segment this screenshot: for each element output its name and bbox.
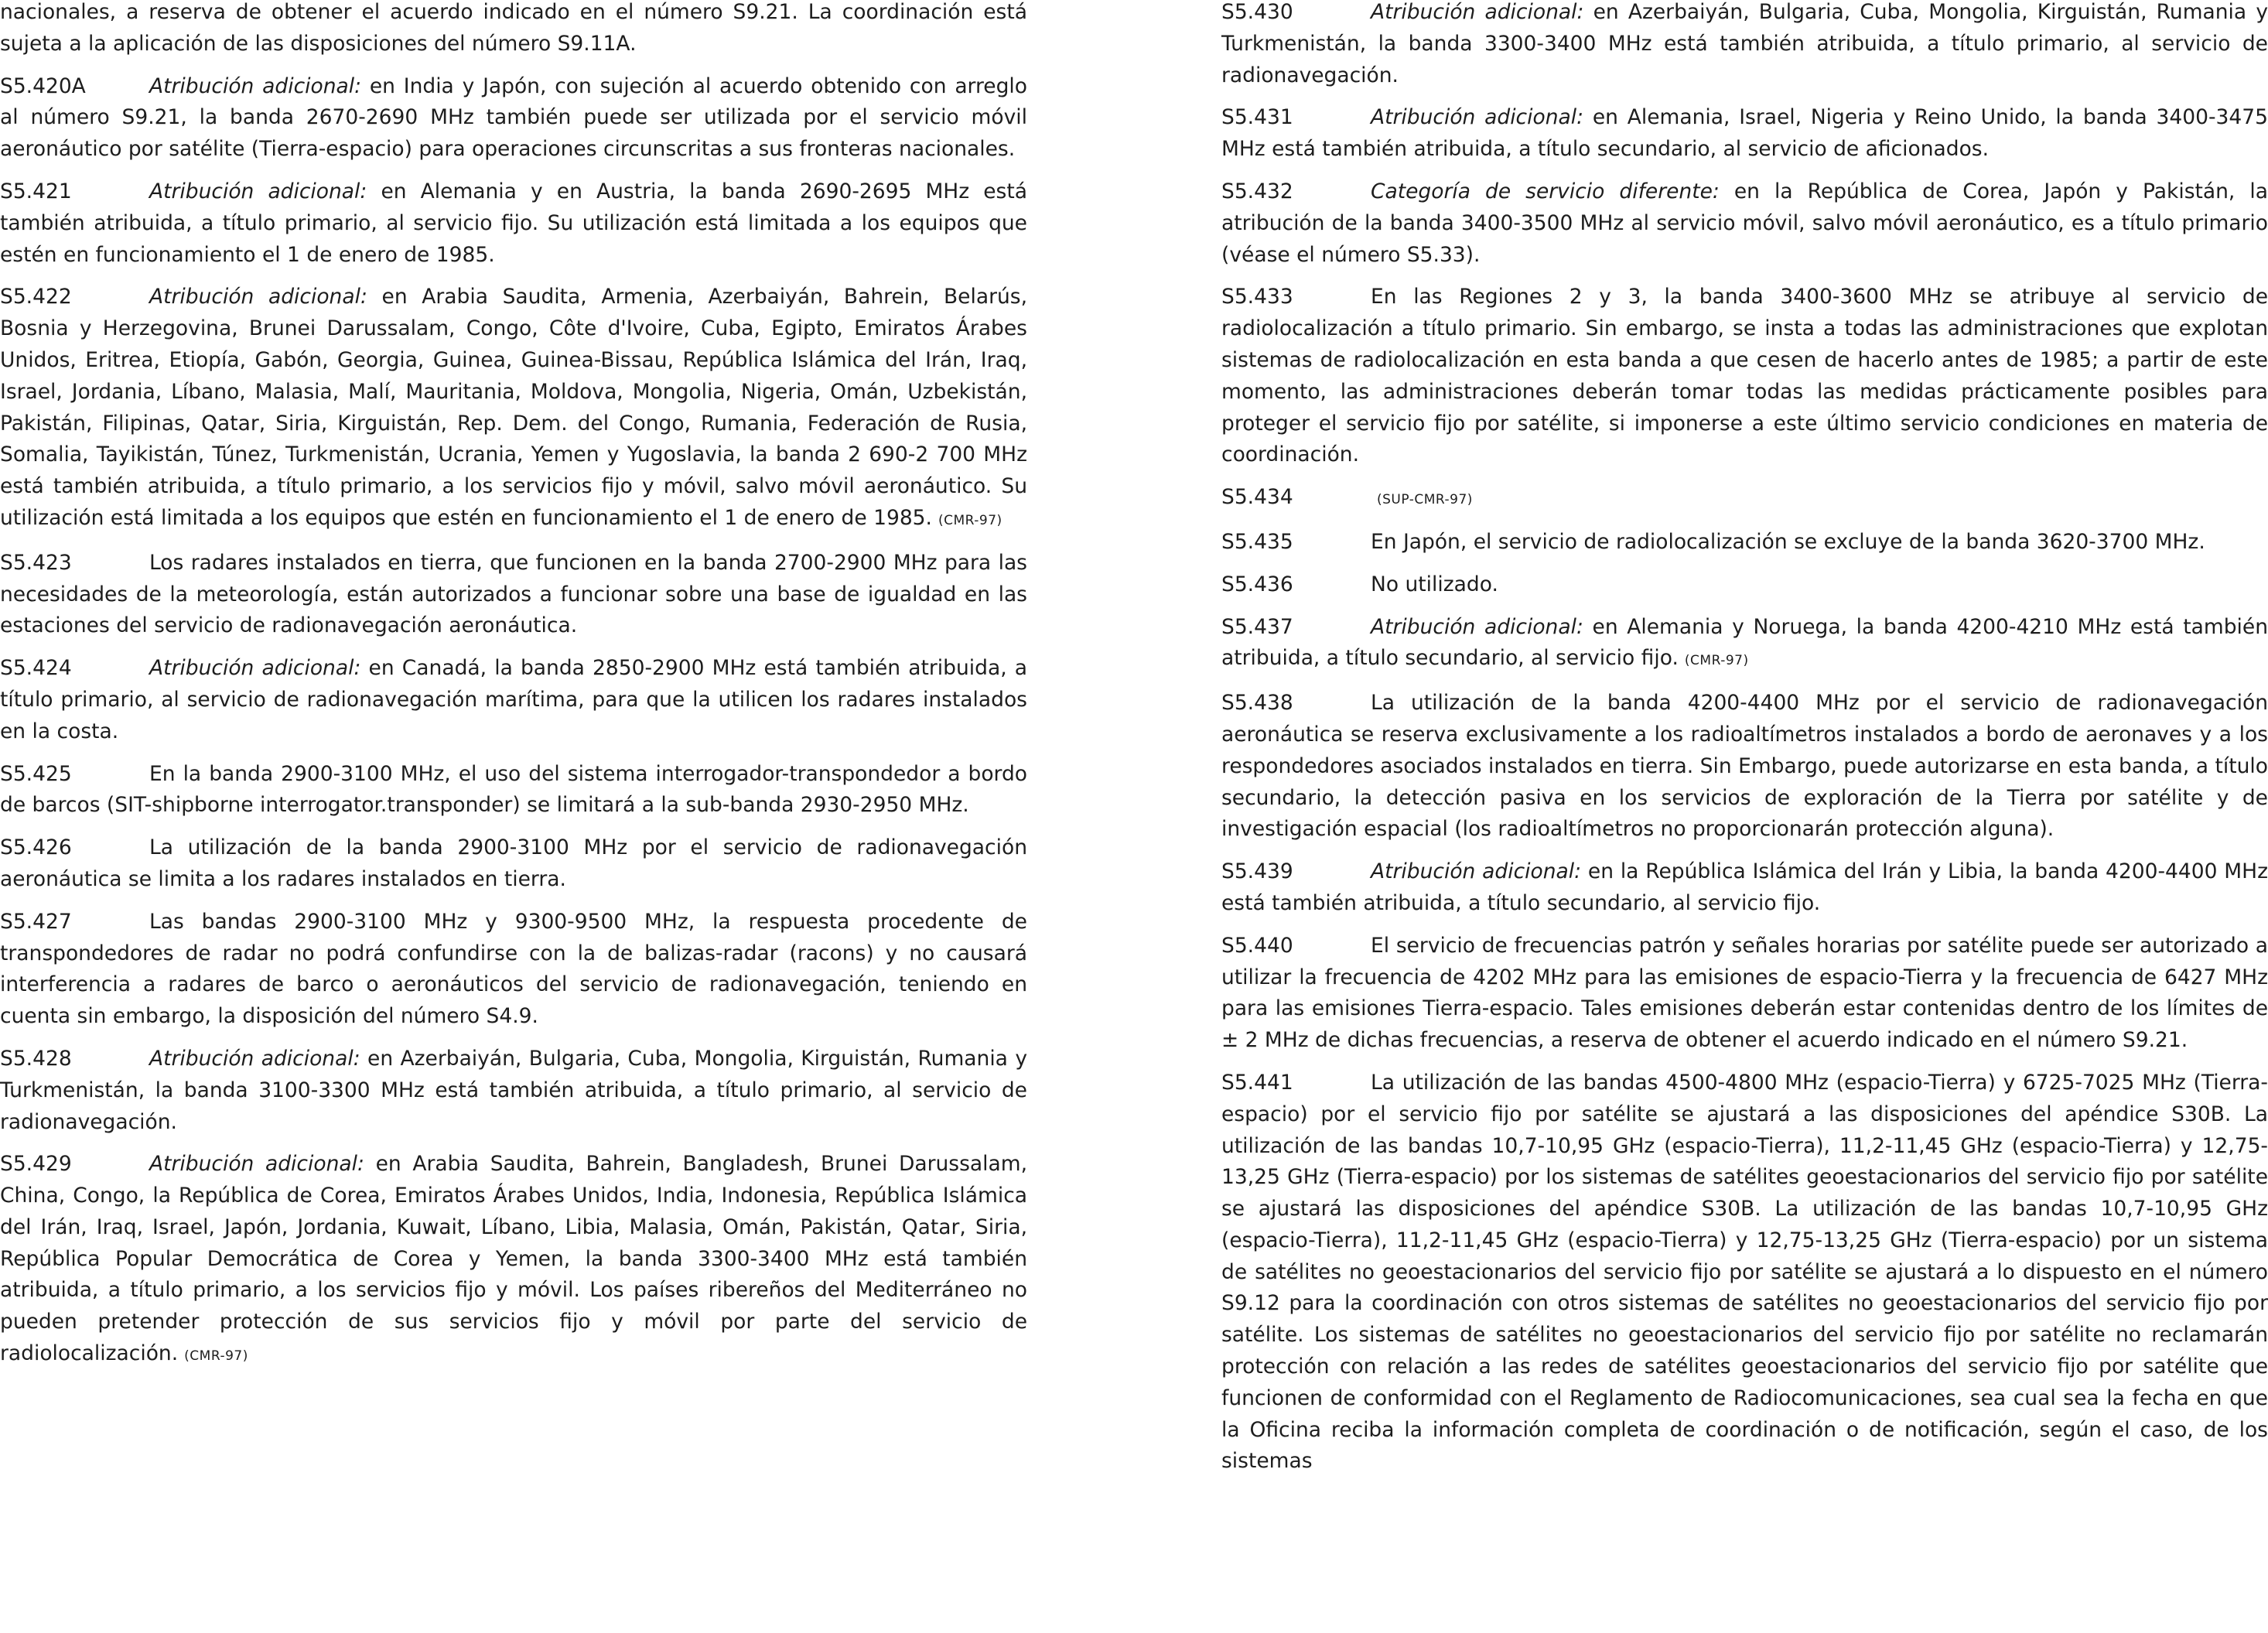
provision-text: En las Regiones 2 y 3, la banda 3400-3600 MHz se atribuye al servicio de radiolocalización a título primario. Sin embargo, se insta a todas las administraciones que explotan sistemas de radiolocalización en esta banda a que cesen de hacerlo antes de 1985; a partir de este momento, las administraciones deberán tomar todas las medidas prácticamente posibles para proteger el servicio fijo por satélite, si imponerse a este último servicio condiciones en materia de coordinación. [1221,285,2268,467]
provision-keyword: Atribución adicional: [149,73,362,98]
provision-paragraph [1221,688,2268,846]
provision-paragraph [1221,176,2268,271]
provision-text: en la República Islámica del Irán y Libia, la banda 4200-4400 MHz está también atribuida, a título secundario, al servicio fijo. [1221,859,2268,915]
provision-text: La utilización de las bandas 4500-4800 MHz (espacio-Tierra) y 6725-7025 MHz (Tierra-espacio) por el servicio fijo por satélite se ajustará a las disposiciones del apéndice S30B. La utilización de las bandas 10,7-10,95 GHz (espacio-Tierra), 11,2-11,45 GHz (espacio-Tierra) y 12,75-13,25 GHz (Tierra-espacio) por los sistemas de satélites geoestacionarios del servicio fijo por satélite se ajustará las disposiciones del apéndice S30B. La utilización de las bandas 10,7-10,95 GHz (espacio-Tierra), 11,2-11,45 GHz (espacio-Tierra) y 12,75-13,25 GHz (Tierra-espacio) por un sistema de satélites no geoestacionarios del servicio fijo por satélite se ajustará a lo dispuesto en el número S9.12 para la coordinación con otros sistemas de satélites no geoestacionarios del servicio fijo por satélite. Los sistemas de satélites no geoestacionarios del servicio fijo por satélite no reclamarán protección con relación a las redes de satélites geoestacionarios del servicio fijo por satélite que funcionen de conformidad con el Reglamento de Radiocomunicaciones, sea cual sea la fecha en que la Oficina reciba la información completa de coordinación o de notificación, según el caso, de los sistemas [1221,1070,2268,1474]
provision-keyword: Categoría de servicio diferente: [1371,179,1720,203]
provision-number: S5.429 [0,1152,72,1177]
provision-number: S5.423 [0,550,72,575]
provision-keyword: Atribución adicional: [149,1152,364,1177]
provision-paragraph [1221,569,2268,601]
provision-paragraph [1221,482,2268,516]
provision-note: (CMR-97) [938,512,1002,528]
provision-paragraph [1221,931,2268,1057]
provision-keyword: Atribución adicional: [149,1046,360,1071]
provision-text: en Arabia Saudita, Armenia, Azerbaiyán, Bahrein, Belarús, Bosnia y Herzegovina, Brunei Darussalam, Congo, Côte d'Ivoire, Cuba, Egipto, Emiratos Árabes Unidos, Eritrea, Etiopía, Gabón, Georgia, Guinea, Guinea-Bissau, República Islámica del Irán, Iraq, Israel, Jordania, Líbano, Malasia, Malí, Mauritania, Moldova, Mongolia, Nigeria, Omán, Uzbekistán, Pakistán, Filipinas, Qatar, Siria, Kirguistán, Rep. Dem. del Congo, Rumania, Federación de Rusia, Somalia, Tayikistán, Túnez, Turkmenistán, Ucrania, Yemen y Yugoslavia, la banda 2 690-2 700 MHz está también atribuida, a título primario, a los servicios fijo y móvil, salvo móvil aeronáutico. Su utilización está limitada a los equipos que estén en funcionamiento el 1 de enero de 1985. [0,285,1027,530]
provision-keyword: Atribución adicional: [149,179,367,203]
provision-text: El servicio de frecuencias patrón y señales horarias por satélite puede ser autorizado a utilizar la frecuencia de 4202 MHz para las emisiones de espacio-Tierra y la frecuencia de 6427 MHz para las emisiones Tierra-espacio. Tales emisiones deberán estar contenidas dentro de los límites de ± 2 MHz de dichas frecuencias, a reserva de obtener el acuerdo indicado en el número S9.21. [1221,933,2268,1053]
provision-paragraph [0,907,1027,1033]
provision-text: en Azerbaiyán, Bulgaria, Cuba, Mongolia, Kirguistán, Rumania y Turkmenistán, la banda 3100-3300 MHz está también atribuida, a título primario, al servicio de radionavegación. [0,1046,1027,1134]
provision-number: S5.422 [0,285,72,309]
provision-text: en Arabia Saudita, Bahrein, Bangladesh, Brunei Darussalam, China, Congo, la República de Corea, Emiratos Árabes Unidos, India, Indonesia, República Islámica del Irán, Iraq, Israel, Japón, Jordania, Kuwait, Líbano, Libia, Malasia, Omán, Pakistán, Qatar, Siria, República Popular Democrática de Corea y Yemen, la banda 3300-3400 MHz está también atribuida, a título primario, a los servicios fijo y móvil. Los países ribereños del Mediterráneo no pueden pretender protección de sus servicios fijo y móvil por parte del servicio de radiolocalización. [0,1152,1028,1366]
provision-text: No utilizado. [1371,572,1498,596]
provision-text: en Alemania y Noruega, la banda 4200-4210 MHz está también atribuida, a título secundario, al servicio fijo. [1221,614,2268,671]
provision-number: S5.420A [0,73,86,98]
provision-number: S5.436 [1221,572,1293,596]
provision-paragraph [1221,282,2268,471]
provision-keyword: Atribución adicional: [1371,105,1584,130]
provision-number: S5.441 [1221,1070,1293,1095]
provision-number: S5.427 [0,909,72,934]
provision-text: en Canadá, la banda 2850-2900 MHz está también atribuida, a título primario, al servicio de radionavegación marítima, para que la utilicen los radares instalados en la costa. [0,656,1028,743]
provision-number: S5.439 [1221,859,1293,884]
provision-note: (CMR-97) [184,1348,248,1365]
provision-text: Las bandas 2900-3100 MHz y 9300-9500 MHz, la respuesta procedente de transpondedores de radar no podrá confundirse con la de balizas-radar (racons) y no causará interferencia a radares de barco o aeronáuticos del servicio de radionavegación, teniendo en cuenta sin embargo, la disposición del número S4.9. [0,909,1027,1029]
provision-note: (CMR-97) [1684,653,1749,669]
provision-text: La utilización de la banda 2900-3100 MHz por el servicio de radionavegación aeronáutica se limita a los radares instalados en tierra. [0,835,1027,891]
provision-paragraph [0,548,1027,642]
provision-paragraph [1221,1068,2268,1478]
provision-paragraph [0,0,1027,60]
provision-text: en Azerbaiyán, Bulgaria, Cuba, Mongolia, Kirguistán, Rumania y Turkmenistán, la banda 3300-3400 MHz está también atribuida, a título primario, al servicio de radionavegación. [1221,0,2268,87]
provision-number: S5.430 [1221,0,1293,24]
provision-text: en Alemania, Israel, Nigeria y Reino Unido, la banda 3400-3475 MHz está también atribuida, a título secundario, al servicio de aficionados. [1221,105,2268,162]
provision-paragraph [1221,612,2268,678]
provision-paragraph [0,1044,1027,1138]
provision-paragraph [0,176,1027,271]
provision-paragraph [0,1149,1027,1372]
provision-text: La utilización de la banda 4200-4400 MHz por el servicio de radionavegación aeronáutica se reserva exclusivamente a los radioaltímetros instalados a bordo de aeronaves y a los respondedores asociados instalados en tierra. Sin Embargo, puede autorizarse en esta banda, a título secundario, la detección pasiva en los servicios de exploración de la Tierra por satélite y de investigación espacial (los radioaltímetros no proporcionarán protección alguna). [1221,691,2268,842]
provision-text: en la República de Corea, Japón y Pakistán, la atribución de la banda 3400-3500 MHz al servicio móvil, salvo móvil aeronáutico, es a título primario (véase el número S5.33). [1221,179,2268,267]
provision-text: En la banda 2900-3100 MHz, el uso del sistema interrogador-transpondedor a bordo de barcos (SIT-shipborne interrogator.transponder) se limitará a la sub-banda 2930-2950 MHz. [0,761,1027,818]
right-column [1221,0,2268,1488]
provision-text: Los radares instalados en tierra, que funcionen en la banda 2700-2900 MHz para las necesidades de la meteorología, están autorizados a funcionar sobre una base de igualdad en las estaciones del servicio de radionavegación aeronáutica. [0,550,1027,638]
provision-number: S5.432 [1221,179,1293,203]
provision-number: S5.434 [1221,485,1293,510]
provision-text: nacionales, a reserva de obtener el acuerdo indicado en el número S9.21. La coordinación está sujeta a la aplicación de las disposiciones del número S9.11A. [0,0,1027,56]
provision-paragraph [0,832,1027,896]
provision-paragraph [0,759,1027,822]
provision-keyword: Atribución adicional: [1371,614,1583,639]
provision-paragraph [1221,856,2268,920]
provision-paragraph [1221,527,2268,559]
provision-keyword: Atribución adicional: [149,285,367,309]
left-column [0,0,1027,1383]
provision-number: S5.438 [1221,691,1293,716]
provision-number: S5.435 [1221,529,1293,554]
provision-text: en India y Japón, con sujeción al acuerdo obtenido con arreglo al número S9.21, la banda 2670-2690 MHz también puede ser utilizada por el servicio móvil aeronáutico por satélite (Tierra-espacio) para operaciones circunscritas a sus fronteras nacionales. [0,73,1027,162]
provision-number: S5.425 [0,761,72,786]
provision-keyword: Atribución adicional: [149,656,361,681]
provision-keyword: Atribución adicional: [1371,859,1582,884]
provision-number: S5.421 [0,179,72,203]
provision-paragraph [0,71,1027,166]
provision-paragraph [0,653,1027,747]
provision-keyword: Atribución adicional: [1371,0,1584,24]
provision-number: S5.426 [0,835,72,860]
provision-paragraph [1221,102,2268,166]
provision-note: (SUP-CMR-97) [1377,492,1473,508]
provision-paragraph [0,282,1027,536]
provision-number: S5.440 [1221,933,1293,958]
provision-number: S5.437 [1221,614,1293,639]
provision-text: En Japón, el servicio de radiolocalización se excluye de la banda 3620-3700 MHz. [1371,529,2205,554]
provision-number: S5.433 [1221,285,1293,309]
provision-number: S5.431 [1221,105,1293,130]
provision-paragraph [1221,0,2268,91]
provision-number: S5.428 [0,1046,72,1071]
provision-number: S5.424 [0,656,72,681]
provision-text: en Alemania y en Austria, la banda 2690-2695 MHz está también atribuida, a título primario, al servicio fijo. Su utilización está limitada a los equipos que estén en funcionamiento el 1 de enero de 1985. [0,179,1027,267]
